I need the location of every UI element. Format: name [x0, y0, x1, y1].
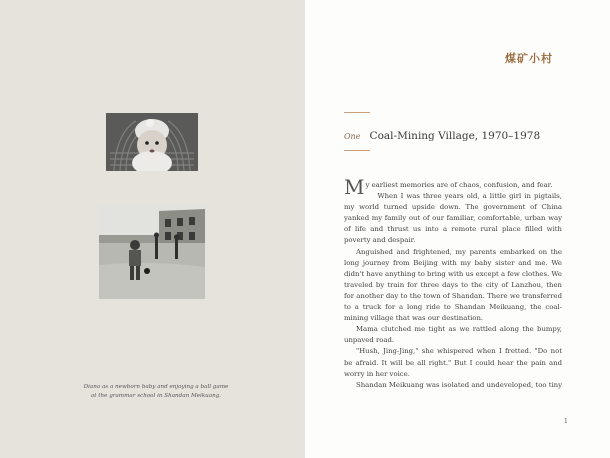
- paragraph: When I was three years old, a little girl in pigtails, my world turned upside down. The government of China yanked my family out of our familiar, comfortable, urban way of life and thrust us into a remote rural place filled with poverty and despair.: [344, 192, 562, 245]
- chapter-title: Coal-Mining Village, 1970–1978: [369, 130, 541, 142]
- chapter-heading: [344, 124, 540, 143]
- chapter-number: One: [344, 132, 361, 141]
- paragraph: Shandan Meikuang was isolated and undeveloped, too tiny: [356, 380, 563, 389]
- paragraph: Anguished and frightened, my parents embarked on the long journey from Beijing with my baby sister and me. We didn't have anything to bring with us except a few clothes. We traveled by train for three days to the city of Lanzhou, then for another day to the town of Shandan. There we transferred to a truck for a long ride to Shandan Meikuang, the coal-mining village that was our destination.: [344, 247, 562, 323]
- paragraph: My earliest memories are of chaos, confusion, and fear.: [344, 175, 553, 199]
- schoolyard-photo: [99, 205, 205, 299]
- chapter-rule-top: [344, 112, 370, 113]
- page-number: 1: [564, 418, 568, 425]
- caption-line-1: Diana as a newborn baby and enjoying a ball game: [83, 384, 229, 390]
- chapter-rule-bottom: [344, 150, 370, 151]
- baby-photo: [106, 113, 198, 171]
- chinese-chapter-title: 煤矿小村: [505, 52, 553, 65]
- paragraph: "Hush, Jing-Jing," she whispered when I fretted. "Do not be afraid. It will be all right." But I could hear the pain and worry in her voice.: [344, 347, 562, 378]
- caption-line-2: at the grammar school in Shandan Meikuang.: [90, 393, 222, 399]
- photo-caption: [76, 383, 236, 401]
- chapter-body-text: [344, 175, 563, 391]
- drop-cap: M: [344, 175, 365, 199]
- paragraph: Mama clutched me tight as we rattled along the bumpy, unpaved road.: [344, 325, 562, 345]
